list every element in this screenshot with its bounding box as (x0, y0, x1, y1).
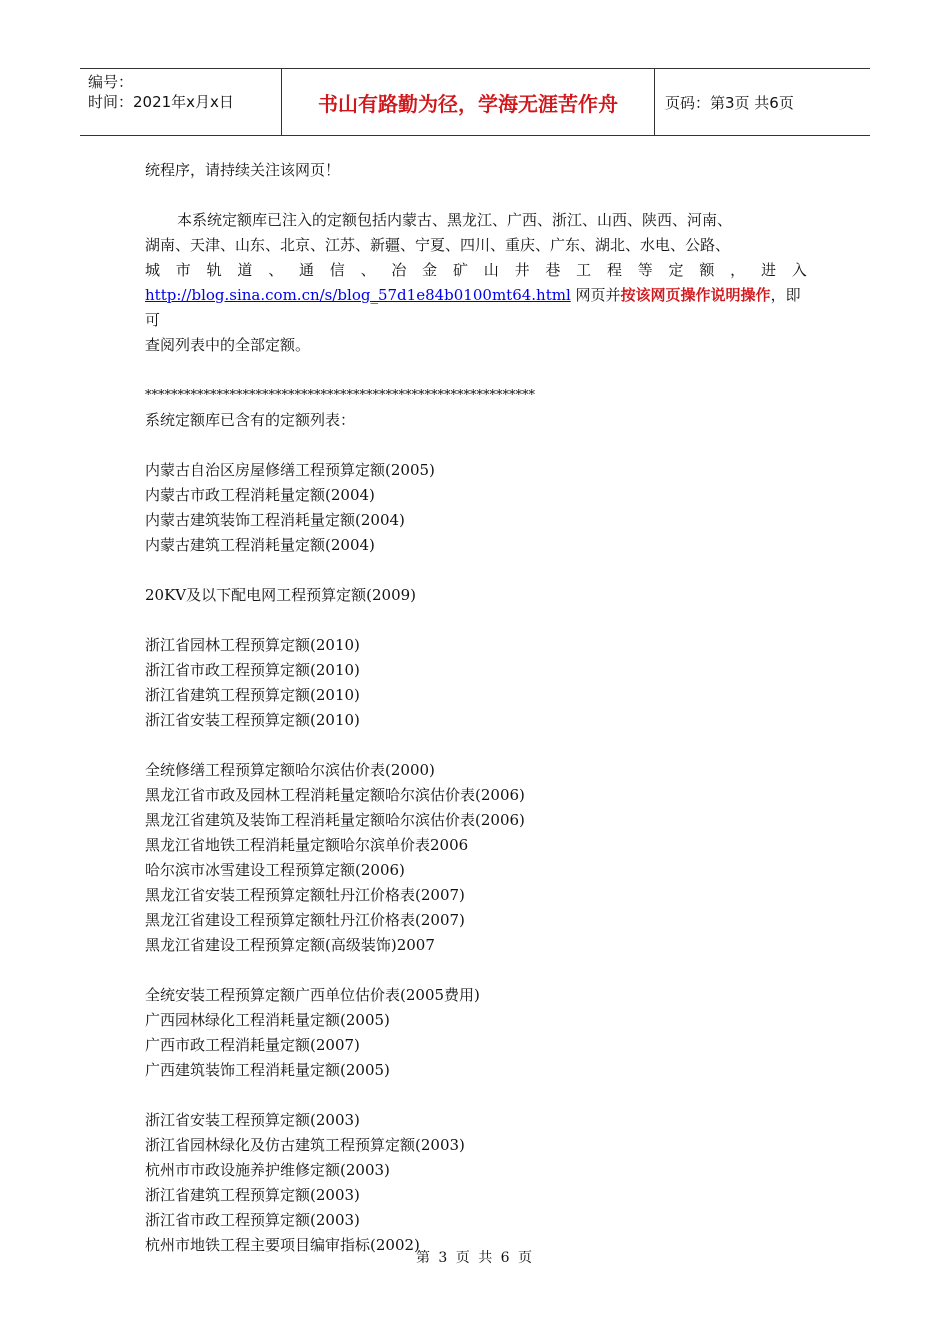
list-item: 广西市政工程消耗量定额(2007) (145, 1036, 360, 1054)
intro-line-2: 湖南、天津、山东、北京、江苏、新疆、宁夏、四川、重庆、广东、湖北、水电、公路、 (145, 236, 731, 254)
list-item: 杭州市市政设施养护维修定额(2003) (145, 1161, 390, 1179)
list-item: 黑龙江省市政及园林工程消耗量定额哈尔滨估价表(2006) (145, 786, 525, 804)
page-footer: 第 3 页 共 6 页 (415, 1250, 535, 1266)
intro-line-1: 本系统定额库已注入的定额包括内蒙古、黑龙江、广西、浙江、山西、陕西、河南、 (177, 211, 733, 229)
time-label: 时间：2021年x月x日 (88, 93, 234, 111)
list-item: 黑龙江省安装工程预算定额牡丹江价格表(2007) (145, 886, 465, 904)
justified-char: 井 (514, 261, 530, 279)
list-item: 广西建筑装饰工程消耗量定额(2005) (145, 1061, 390, 1079)
justified-char: 城 (145, 261, 161, 279)
page-header (80, 68, 870, 136)
list-item: 内蒙古自治区房屋修缮工程预算定额(2005) (145, 461, 435, 479)
document-body (145, 158, 807, 1258)
list-item: 浙江省建筑工程预算定额(2003) (145, 1186, 360, 1204)
list-item: 黑龙江省地铁工程消耗量定额哈尔滨单价表2006 (145, 836, 469, 854)
intro-line-5: 查阅列表中的全部定额。 (145, 336, 311, 354)
instruction-highlight: 按该网页操作说明操作 (620, 286, 771, 304)
list-item: 黑龙江省建设工程预算定额(高级装饰)2007 (145, 936, 435, 954)
blog-link[interactable]: http://blog.sina.com.cn/s/blog_57d1e84b0100mt64.html (145, 286, 571, 304)
justified-char: 信 (329, 261, 345, 279)
list-item: 全统修缮工程预算定额哈尔滨估价表(2000) (145, 761, 435, 779)
list-item: 内蒙古市政工程消耗量定额(2004) (145, 486, 375, 504)
justified-char: 工 (576, 261, 592, 279)
list-item: 杭州市地铁工程主要项目编审指标(2002) (145, 1236, 420, 1254)
header-meta (80, 69, 282, 135)
justified-char: 巷 (545, 261, 561, 279)
list-item: 黑龙江省建筑及装饰工程消耗量定额哈尔滨估价表(2006) (145, 811, 525, 829)
justified-char: 轨 (206, 261, 222, 279)
list-item: 全统安装工程预算定额广西单位估价表(2005费用) (145, 986, 480, 1004)
list-item: 浙江省安装工程预算定额(2003) (145, 1111, 360, 1129)
list-item: 黑龙江省建设工程预算定额牡丹江价格表(2007) (145, 911, 465, 929)
justified-char: 道 (237, 261, 253, 279)
list-item: 内蒙古建筑工程消耗量定额(2004) (145, 536, 375, 554)
justified-char: 冶 (391, 261, 407, 279)
star-divider: ************************************************************ (145, 388, 535, 403)
list-item: 浙江省园林绿化及仿古建筑工程预算定额(2003) (145, 1136, 465, 1154)
justified-char: 通 (298, 261, 314, 279)
justified-char: 额 (699, 261, 715, 279)
intro-line-4 (145, 283, 807, 333)
list-item: 广西园林绿化工程消耗量定额(2005) (145, 1011, 390, 1029)
list-item: 哈尔滨市冰雪建设工程预算定额(2006) (145, 861, 405, 879)
justified-char: 进 (760, 261, 776, 279)
header-motto: 书山有路勤为径，学海无涯苦作舟 (282, 69, 655, 135)
list-item: 内蒙古建筑装饰工程消耗量定额(2004) (145, 511, 405, 529)
list-item: 浙江省市政工程预算定额(2003) (145, 1211, 360, 1229)
header-page-label: 页码：第3页 共6页 (665, 93, 794, 112)
justified-char: 入 (791, 261, 807, 279)
justified-char: 程 (606, 261, 622, 279)
list-title: 系统定额库已含有的定额列表： (145, 411, 356, 429)
intro-line-3 (145, 258, 807, 283)
justified-char: ， (730, 261, 746, 279)
number-label: 编号： (88, 73, 134, 91)
justified-char: 市 (175, 261, 191, 279)
continuation-line: 统程序，请持续关注该网页！ (145, 161, 341, 179)
justified-char: 矿 (452, 261, 468, 279)
justified-char: 山 (483, 261, 499, 279)
justified-char: 定 (668, 261, 684, 279)
quota-list (145, 433, 807, 1258)
justified-char: 、 (360, 261, 376, 279)
list-item: 浙江省园林工程预算定额(2010) (145, 636, 360, 654)
list-item: 浙江省建筑工程预算定额(2010) (145, 686, 360, 704)
justified-char: 金 (422, 261, 438, 279)
list-item: 浙江省安装工程预算定额(2010) (145, 711, 360, 729)
after-link-text: 网页并 (570, 286, 621, 304)
after-red-text: ，即可 (145, 286, 801, 329)
list-item: 20KV及以下配电网工程预算定额(2009) (145, 586, 417, 604)
justified-char: 、 (268, 261, 284, 279)
justified-char: 等 (637, 261, 653, 279)
list-item: 浙江省市政工程预算定额(2010) (145, 661, 360, 679)
